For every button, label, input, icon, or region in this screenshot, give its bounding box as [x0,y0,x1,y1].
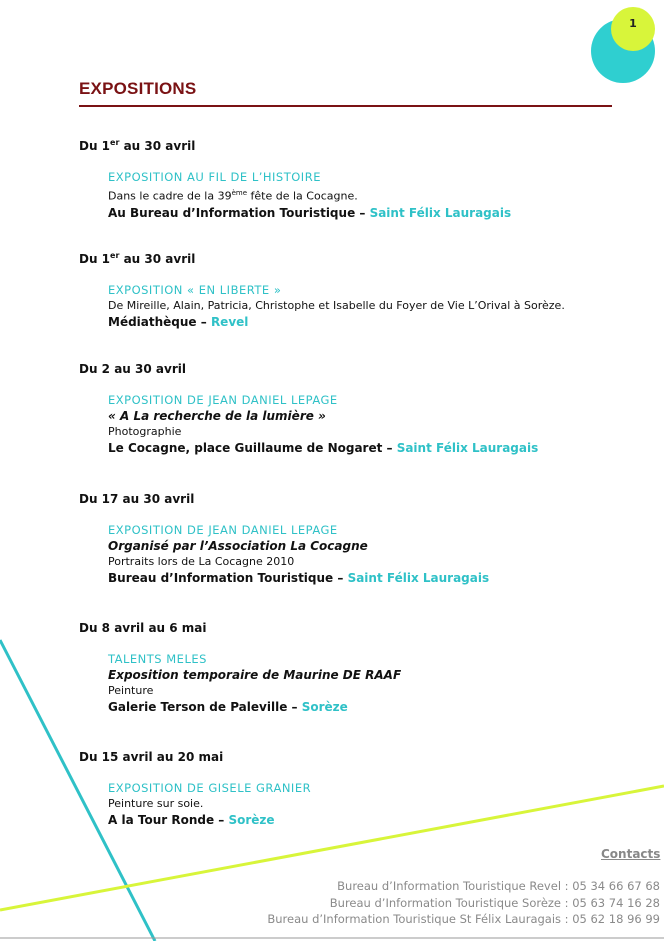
event-subtitle: « A La recherche de la lumière » [108,409,326,423]
event-title: TALENTS MELES [108,652,207,666]
event-description: De Mireille, Alain, Patricia, Christophe et Isabelle du Foyer de Vie L’Orival à Sorèze. [108,299,565,312]
contact-line-revel: Bureau d’Information Touristique Revel : 05 34 66 67 68 [337,879,660,893]
event-city: Saint Félix Lauragais [347,571,490,585]
event-city: Saint Félix Lauragais [369,205,512,220]
title-underline [79,105,612,107]
event-section-5 [79,620,639,715]
event-title: EXPOSITION DE JEAN DANIEL LEPAGE [108,523,338,537]
page-title: EXPOSITIONS [79,79,197,98]
event-location: Le Cocagne, place Guillaume de Nogaret – Saint Félix Lauragais [108,441,539,455]
event-date: Du 1er au 30 avril [79,251,196,266]
event-location: Au Bureau d’Information Touristique – Saint Félix Lauragais [108,205,512,220]
event-medium: Photographie [108,425,182,438]
event-medium: Portraits lors de La Cocagne 2010 [108,555,295,568]
event-date: Du 8 avril au 6 mai [79,621,207,635]
event-date: Du 1er au 30 avril [79,138,196,153]
event-title: EXPOSITION DE JEAN DANIEL LEPAGE [108,393,338,407]
event-date: Du 17 au 30 avril [79,492,195,506]
event-description: Dans le cadre de la 39ème fête de la Cocagne. [108,189,358,203]
event-medium: Peinture [108,684,154,697]
event-title: EXPOSITION DE GISELE GRANIER [108,781,312,795]
event-subtitle: Organisé par l’Association La Cocagne [108,539,368,553]
event-location: Galerie Terson de Paleville – Sorèze [108,700,348,714]
event-city: Revel [210,315,249,329]
contacts-list [267,878,660,928]
event-city: Saint Félix Lauragais [396,441,539,455]
event-section-4 [79,491,639,586]
event-date: Du 15 avril au 20 mai [79,750,224,764]
contacts-heading: Contacts [601,847,661,861]
event-date: Du 2 au 30 avril [79,362,186,376]
contact-line-st-felix: Bureau d’Information Touristique St Félix Lauragais : 05 62 18 96 99 [267,912,660,926]
event-section-1 [79,135,639,221]
event-location: Médiathèque – Revel [108,315,249,329]
page-number: 1 [629,17,637,30]
event-title: EXPOSITION AU FIL DE L’HISTOIRE [108,170,321,184]
event-subtitle: Exposition temporaire de Maurine DE RAAF [108,668,402,682]
event-location: Bureau d’Information Touristique – Saint Félix Lauragais [108,571,490,585]
event-title: EXPOSITION « EN LIBERTE » [108,283,282,297]
event-medium: Peinture sur soie. [108,797,204,810]
event-section-2 [79,248,639,330]
event-section-6 [79,749,639,828]
event-city: Sorèze [301,700,348,714]
event-location: A la Tour Ronde – Sorèze [108,813,275,827]
contact-line-soreze: Bureau d’Information Touristique Sorèze : 05 63 74 16 28 [329,895,660,910]
event-city: Sorèze [228,813,275,827]
event-section-3 [79,361,639,456]
